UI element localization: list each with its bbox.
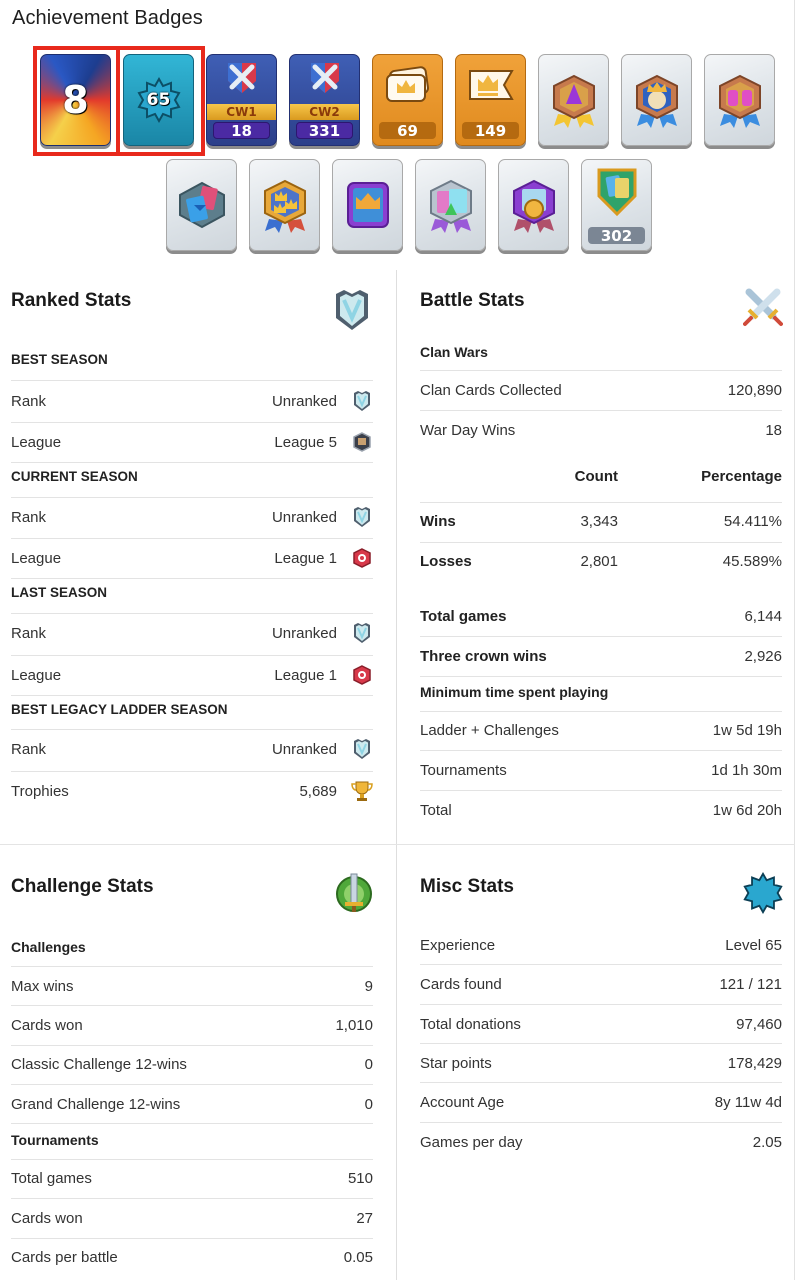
badge-anniversary-number: 8 (62, 78, 89, 122)
stat-row-tournament-games (11, 1158, 373, 1198)
badge-skull-king-medal[interactable] (621, 54, 692, 146)
stat-value: 9 (364, 977, 373, 995)
crown-cards-icon (383, 65, 433, 105)
stat-value: 1d 1h 30m (711, 761, 782, 779)
misc-stats-panel (420, 845, 782, 1280)
stat-row-ladder-challenges (420, 710, 782, 750)
badge-level-number: 65 (146, 90, 171, 110)
stat-label: Cards won (11, 1209, 83, 1227)
section-heading-text: BEST SEASON (11, 351, 108, 367)
misc-stats-title: Misc Stats (420, 876, 514, 897)
stat-row-account-age (420, 1082, 782, 1122)
stat-row-total-games (420, 596, 782, 636)
battle-stats-panel (420, 270, 782, 830)
badge-card-collection-shield[interactable] (581, 159, 652, 251)
stat-value: 1w 5d 19h (712, 721, 782, 739)
stat-row-clan-cards (420, 370, 782, 410)
stat-label: Rank (11, 624, 47, 642)
badge-clan-wars-1[interactable] (206, 54, 277, 146)
badge-count: 18 (213, 122, 270, 139)
badge-highlight-divider (116, 46, 120, 156)
stat-row-tournament-cards-won (11, 1198, 373, 1238)
section-heading-text: Challenges (11, 939, 86, 955)
trophy-icon (351, 779, 373, 803)
badge-crown-cards[interactable] (372, 54, 443, 146)
stat-value: League 1 (274, 666, 337, 684)
stat-row-max-wins (11, 966, 373, 1006)
stat-label: Rank (11, 740, 47, 758)
stat-label: Clan Cards Collected (420, 381, 562, 399)
stat-value: Unranked (271, 508, 337, 526)
league-1-icon (351, 663, 373, 687)
stat-value: 18 (765, 421, 782, 439)
losses-count: 2,801 (580, 552, 618, 570)
stat-value: 8y 11w 4d (714, 1093, 782, 1111)
stat-value: 97,460 (736, 1015, 782, 1033)
stat-label: Grand Challenge 12-wins (11, 1095, 181, 1113)
section-heading (11, 689, 373, 729)
stat-row-total-donations (420, 1004, 782, 1044)
elixir-medal-icon (712, 70, 768, 130)
table-row-losses (420, 541, 782, 581)
stat-label: Account Age (420, 1093, 505, 1111)
stat-label: Experience (420, 936, 496, 954)
stat-row-war-day-wins (420, 410, 782, 450)
crossed-swords-shield-icon (224, 61, 260, 95)
stat-row-grand-12-wins (11, 1084, 373, 1124)
stat-value: 5,689 (299, 782, 337, 800)
stat-value: Unranked (271, 392, 337, 410)
stat-value: 2.05 (752, 1133, 782, 1151)
column-header-count: Count (574, 467, 618, 485)
crossed-swords-shield-icon (307, 61, 343, 95)
stat-row-trophies (11, 771, 373, 811)
clan-wars-heading (420, 332, 782, 372)
section-heading-text: Minimum time spent playing (420, 684, 609, 700)
wins-percentage: 54.411% (723, 512, 782, 530)
stat-label: Cards found (420, 975, 502, 993)
rank-shield-icon (331, 288, 373, 332)
league-1-icon (351, 546, 373, 570)
time-spent-heading (420, 672, 782, 712)
section-heading-text: Clan Wars (420, 344, 488, 360)
row-label: Wins (420, 512, 456, 530)
stat-row-games-per-day (420, 1122, 782, 1162)
section-heading-text: BEST LEGACY LADDER SEASON (11, 701, 228, 717)
stat-value: 6,144 (744, 607, 782, 625)
stat-label: Cards won (11, 1016, 83, 1034)
challenges-heading (11, 927, 373, 967)
stat-value: 178,429 (727, 1054, 782, 1072)
section-heading (11, 456, 373, 496)
stat-label: Total games (11, 1169, 92, 1187)
purple-crown-medal-icon (340, 175, 396, 235)
badge-count: 331 (296, 122, 353, 139)
stat-row-cards-found (420, 964, 782, 1004)
stat-value: League 5 (274, 433, 337, 451)
section-heading-text: Tournaments (11, 1132, 99, 1148)
badge-ribbon-cw1: CW1 (207, 104, 276, 120)
battle-stats-title: Battle Stats (420, 290, 525, 311)
badge-count: 149 (462, 122, 519, 139)
stat-value: 0 (364, 1055, 373, 1073)
rank-shield-icon (351, 621, 373, 645)
stat-label: War Day Wins (420, 421, 516, 439)
stat-label: League (11, 549, 62, 567)
stat-label: Three crown wins (420, 647, 547, 665)
losses-percentage: 45.589% (722, 552, 782, 570)
stat-value: 121 / 121 (719, 975, 782, 993)
stat-label: Rank (11, 508, 47, 526)
stat-row-total-time (420, 790, 782, 830)
badge-card-trade-medal[interactable] (166, 159, 237, 251)
table-row-wins (420, 501, 782, 541)
stat-row-cards-won (11, 1005, 373, 1045)
badge-count: 69 (379, 122, 436, 139)
stat-label: Max wins (11, 977, 74, 995)
stat-label: Tournaments (420, 761, 507, 779)
badges-row-2 (166, 159, 652, 251)
stat-row-rank (11, 613, 373, 653)
stat-row-three-crown-wins (420, 636, 782, 676)
challenge-stats-title: Challenge Stats (11, 876, 154, 897)
badge-purple-crown-medal[interactable] (332, 159, 403, 251)
challenge-stats-panel (11, 845, 373, 1280)
stat-label: Total (420, 801, 452, 819)
three-crowns-medal-icon (257, 175, 313, 235)
section-heading (11, 339, 373, 379)
badge-count: 302 (588, 227, 645, 244)
stat-label: Cards per battle (11, 1248, 118, 1266)
crossed-swords-icon (742, 286, 784, 330)
stat-label: Classic Challenge 12-wins (11, 1055, 187, 1073)
rank-shield-icon (351, 737, 373, 761)
experience-star-icon (742, 871, 784, 915)
section-heading-text: LAST SEASON (11, 584, 108, 600)
section-heading (11, 572, 373, 612)
stat-value: Unranked (271, 624, 337, 642)
stat-value: 510 (347, 1169, 373, 1187)
stat-value: Unranked (271, 740, 337, 758)
laurel-sword-icon (333, 871, 375, 915)
stat-value: 0 (364, 1095, 373, 1113)
stat-row-classic-12-wins (11, 1044, 373, 1084)
stat-row-rank (11, 497, 373, 537)
stat-row-rank (11, 729, 373, 769)
badge-ribbon-cw2: CW2 (290, 104, 359, 120)
league-5-icon (351, 430, 373, 454)
gold-coin-medal-icon (506, 175, 562, 235)
section-heading-text: CURRENT SEASON (11, 468, 138, 484)
stat-label: Star points (420, 1054, 492, 1072)
tournaments-heading (11, 1120, 373, 1160)
stat-label: Ladder + Challenges (420, 721, 559, 739)
stat-value: 120,890 (727, 381, 782, 399)
rank-shield-icon (351, 389, 373, 413)
achievement-badges-title: Achievement Badges (12, 7, 203, 29)
stat-label: Trophies (11, 782, 69, 800)
stat-label: League (11, 433, 62, 451)
column-divider (396, 270, 397, 1280)
stat-value: League 1 (274, 549, 337, 567)
card-upgrade-medal-icon (423, 175, 479, 235)
purple-upgrade-medal-icon (546, 70, 602, 130)
crown-banner-icon (466, 65, 516, 105)
stat-label: Rank (11, 392, 47, 410)
stat-row-rank (11, 381, 373, 421)
badge-clan-wars-2[interactable] (289, 54, 360, 146)
stat-row-experience (420, 925, 782, 965)
badge-crown-banner[interactable] (455, 54, 526, 146)
stat-value: 2,926 (744, 647, 782, 665)
stat-label: League (11, 666, 62, 684)
badge-three-crowns-medal[interactable] (249, 159, 320, 251)
stat-label: Total games (420, 607, 507, 625)
ranked-stats-title: Ranked Stats (11, 290, 132, 311)
wins-count: 3,343 (580, 512, 618, 530)
badge-gold-coin-medal[interactable] (498, 159, 569, 251)
ranked-stats-panel (11, 270, 373, 830)
stat-label: Total donations (420, 1015, 521, 1033)
badge-purple-upgrade-medal[interactable] (538, 54, 609, 146)
stat-value: 1w 6d 20h (712, 801, 782, 819)
card-trade-medal-icon (174, 175, 230, 235)
card-collection-shield-icon (595, 166, 639, 218)
stat-label: Games per day (420, 1133, 523, 1151)
badge-card-upgrade-medal[interactable] (415, 159, 486, 251)
column-header-percentage: Percentage (701, 467, 782, 485)
wins-losses-header (420, 456, 782, 496)
stat-row-cards-per-battle (11, 1237, 373, 1277)
stat-value: 0.05 (343, 1248, 373, 1266)
stat-row-tournaments-time (420, 750, 782, 790)
row-label: Losses (420, 552, 472, 570)
rank-shield-icon (351, 505, 373, 529)
stat-value: Level 65 (725, 936, 782, 954)
skull-king-medal-icon (629, 70, 685, 130)
badge-elixir-medal[interactable] (704, 54, 775, 146)
stat-value: 27 (356, 1209, 373, 1227)
stat-value: 1,010 (335, 1016, 373, 1034)
stat-row-star-points (420, 1043, 782, 1083)
